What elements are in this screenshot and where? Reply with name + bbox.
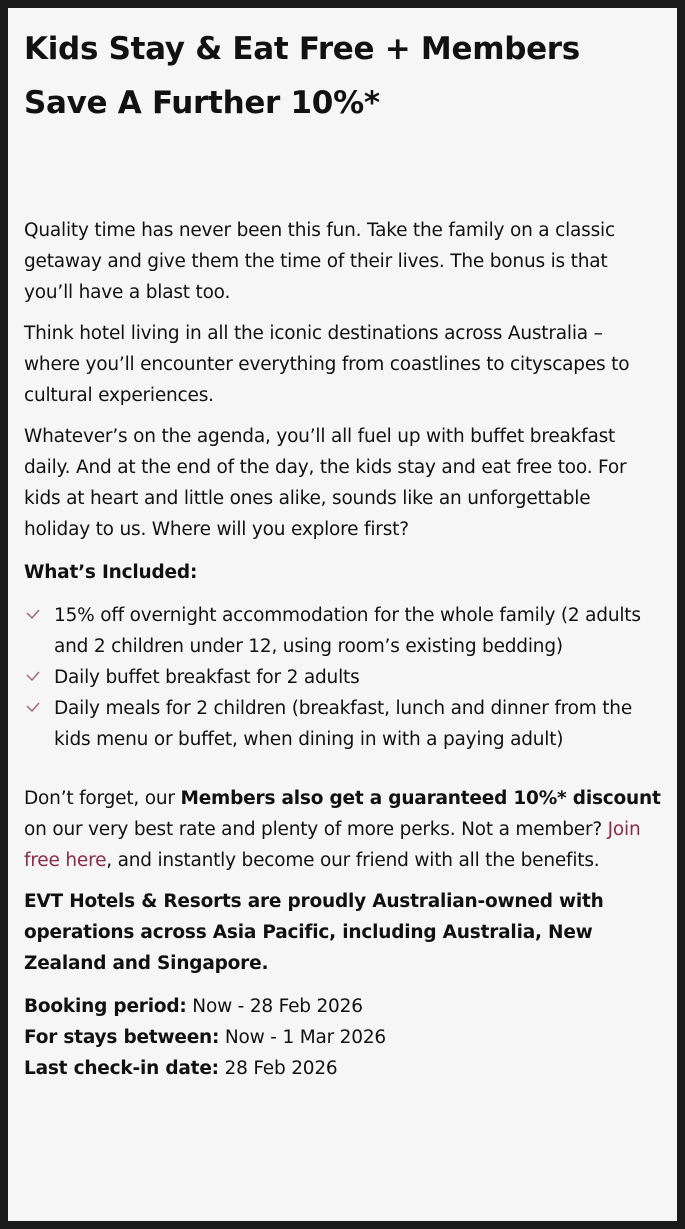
page-title: Kids Stay & Eat Free + Members Save A Further 10%*	[24, 31, 580, 121]
booking-period: Booking period: Now - 28 Feb 2026	[24, 996, 363, 1017]
check-icon	[26, 700, 40, 714]
included-heading: What’s Included:	[24, 562, 198, 583]
ownership-paragraph: EVT Hotels & Resorts are proudly Australian-owned with operations across Asia Pacific, including Australia, New Zealand and Singapore.	[24, 891, 604, 974]
list-item: Daily meals for 2 children (breakfast, lunch and dinner from the kids menu or buffet, when dining in with a paying adult)	[24, 693, 661, 755]
last-checkin: Last check-in date: 28 Feb 2026	[24, 1058, 338, 1079]
join-free-link[interactable]: Join free here	[24, 819, 641, 871]
list-item: 15% off overnight accommodation for the whole family (2 adults and 2 children under 12, using room’s existing bedding)	[24, 600, 661, 662]
destinations-paragraph: Think hotel living in all the iconic destinations across Australia – where you’ll encounter everything from coastlines to cityscapes to cultural experiences.	[24, 323, 630, 406]
included-list	[24, 600, 661, 755]
members-paragraph: Don’t forget, our Members also get a guaranteed 10%* discount on our very best rate and plenty of more perks. Not a member? Join free here, and instantly become our friend with all the benefits.	[24, 788, 661, 871]
check-icon	[26, 669, 40, 683]
list-item: Daily buffet breakfast for 2 adults	[24, 662, 661, 693]
stay-period: For stays between: Now - 1 Mar 2026	[24, 1027, 386, 1048]
offer-panel	[8, 8, 677, 1221]
check-icon	[26, 607, 40, 621]
agenda-paragraph: Whatever’s on the agenda, you’ll all fuel up with buffet breakfast daily. And at the end of the day, the kids stay and eat free too. For kids at heart and little ones alike, sounds like an unforgettable holiday to us. Where will you explore first?	[24, 426, 627, 540]
intro-paragraph: Quality time has never been this fun. Take the family on a classic getaway and give them the time of their lives. The bonus is that you’ll have a blast too.	[24, 220, 615, 303]
